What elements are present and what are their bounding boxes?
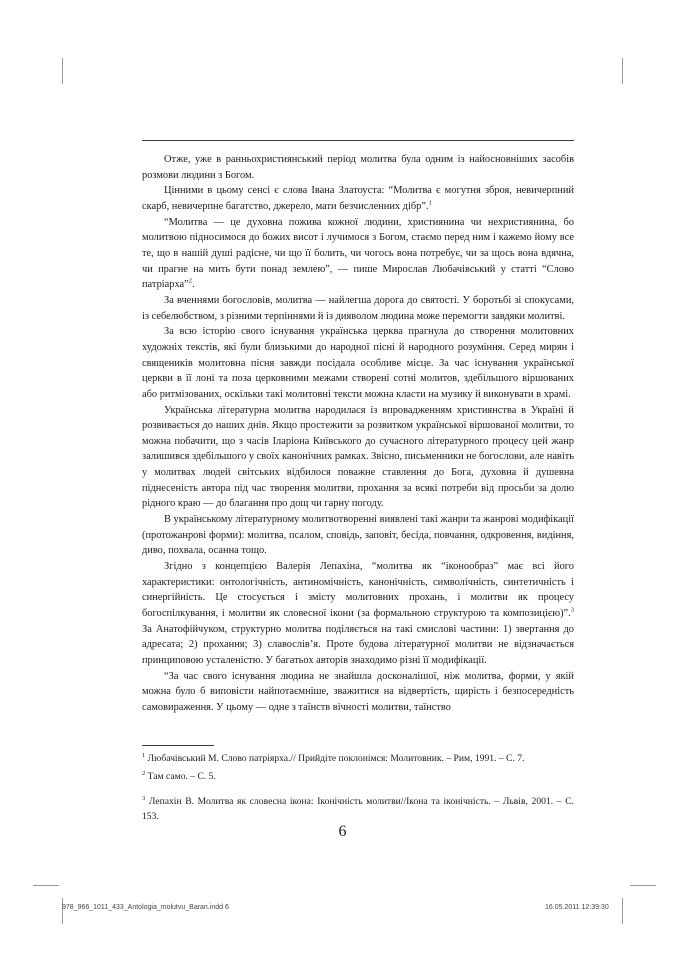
crop-mark [630, 885, 656, 886]
footnote-rule [142, 745, 214, 746]
footnote: $^3$ Лепахін В. Молитва як словесна ікона: Іконічність молитви//Ікона та іконічність. – Львів, 2001. – С. 153. [142, 794, 574, 822]
paragraph: Цінними в цьому сенсі є слова Івана Златоуста: “Молитва є могутня зброя, невичерпний скарб, невичерпне багатство, джерело, мати безчисленних дібр”.$^1$ [142, 185, 574, 212]
crop-mark [622, 898, 623, 924]
crop-mark [33, 885, 59, 886]
footnotes [142, 752, 574, 829]
paragraph: Згідно з концепцією Валерія Лепахіна, “молитва як “іконообраз” має всі його характеристики: онтологічність, антиномічність, канонічність, символічність, синтетичність і синергійність. Це стосується і змісту молитовних прохань, і молитви як процесу богоспілкування, і молитви як словесної ікони (за формальною структурою та композицією)”.$^3$ За Анатофійчуком, структурно молитва поділяється на такі смислові частини: 1) звертання до адресата; 2) прохання; 3) славослів’я. Проте будова літературної молитви не відзначається принциповою усталеністю. У багатьох авторів знаходимо різні її модифікації. [142, 561, 574, 666]
crop-mark [622, 58, 623, 84]
slug-file: 978_966_1011_433_Antologia_molutvu_Baran.indd 6 [62, 904, 229, 911]
paragraph: “Молитва — це духовна пожива кожної людини, християнина чи нехристиянина, бо молитвою підносимося до божих висот і лучимося з Богом, стаємо перед ним і кажемо йому все те, що в нашій душі радісне, чи що її болить, чи чогось вона потребує, чи за щось вона вдячна, чи прагне на мить бути понад землею”, — пише Мирослав Любачівський у статті “Слово патріарха”$^2$. [142, 216, 574, 291]
paragraph: За вченнями богословів, молитва — найлегша дорога до святості. У боротьбі зі спокусами, із себелюбством, з різними терпіннями й із дияволом людина може перемогти завдяки молитві. [142, 294, 574, 322]
footnote: $^1$ Любачівський М. Слово патріярха.// Прийдіте поклонімся: Молитовник. – Рим, 1991. – С. 7. [142, 751, 525, 764]
page-number: 6 [338, 823, 347, 840]
footnote-mark: 3 [570, 606, 574, 614]
crop-mark [62, 58, 63, 84]
paragraph: Українська літературна молитва народилася із впровадженням християнства в Україні й розвивається до наших днів. Якщо простежити за розвитком української віршованої молитви, то можна побачити, що з часів Іларіона Київського до сучасного літературного процесу цей жанр залишився здебільшого у своїх канонічних рамках. Звісно, письменники не богослови, але навіть у молитвах людей світських відбилося поважне ставлення до Бога, духовна й душевна піднесеність автора під час творення молитви, прохання за всякі потреби від просьби за долю рідного краю — до благання про дощ чи гарну погоду. [142, 404, 574, 510]
paragraph: Отже, уже в ранньохристиянський період молитва була одним із найосновніших засобів розмови людини з Богом. [142, 154, 574, 181]
paragraph: За всю історію свого існування українська церква прагнула до створення молитовних художніх текстів, які були близькими до народної пісні й народного розуміння. Серед мирян і священиків молитовна пісня завжди посідала особливе місце. За час існування української церкви в її лоні та поза церковними межами створені сотні молитов, здебільшого віршованих або ритмізованих, оскільки такі молитовні тексти можна класти на музику й виконувати в храмі. [142, 326, 574, 400]
main-text [142, 150, 574, 716]
paragraph: В українському літературному молитвотворенні виявлені такі жанри та жанрові модифікації (протожанрові форми): молитва, псалом, сповідь, заповіт, бесіда, повчання, одкровення, видіння, диво, похвала, осанна тощо. [142, 514, 574, 557]
header-rule [142, 140, 574, 141]
footnote-mark: 2 [188, 277, 192, 285]
crop-mark [62, 898, 63, 924]
slug-timestamp: 16.05.2011 12:39:30 [545, 904, 609, 911]
footnote-mark: 1 [428, 199, 432, 207]
footnote: $^2$ Там само. – С. 5. [142, 769, 216, 782]
paragraph: “За час свого існування людина не знайшла досконалішої, ніж молитва, форми, у якій можна було б виповісти найпотаємніше, зважитися на відвертість, щирість і безпосередність самовираження. У цьому — одне з таїнств вічності молитви, таїнство [142, 670, 574, 713]
